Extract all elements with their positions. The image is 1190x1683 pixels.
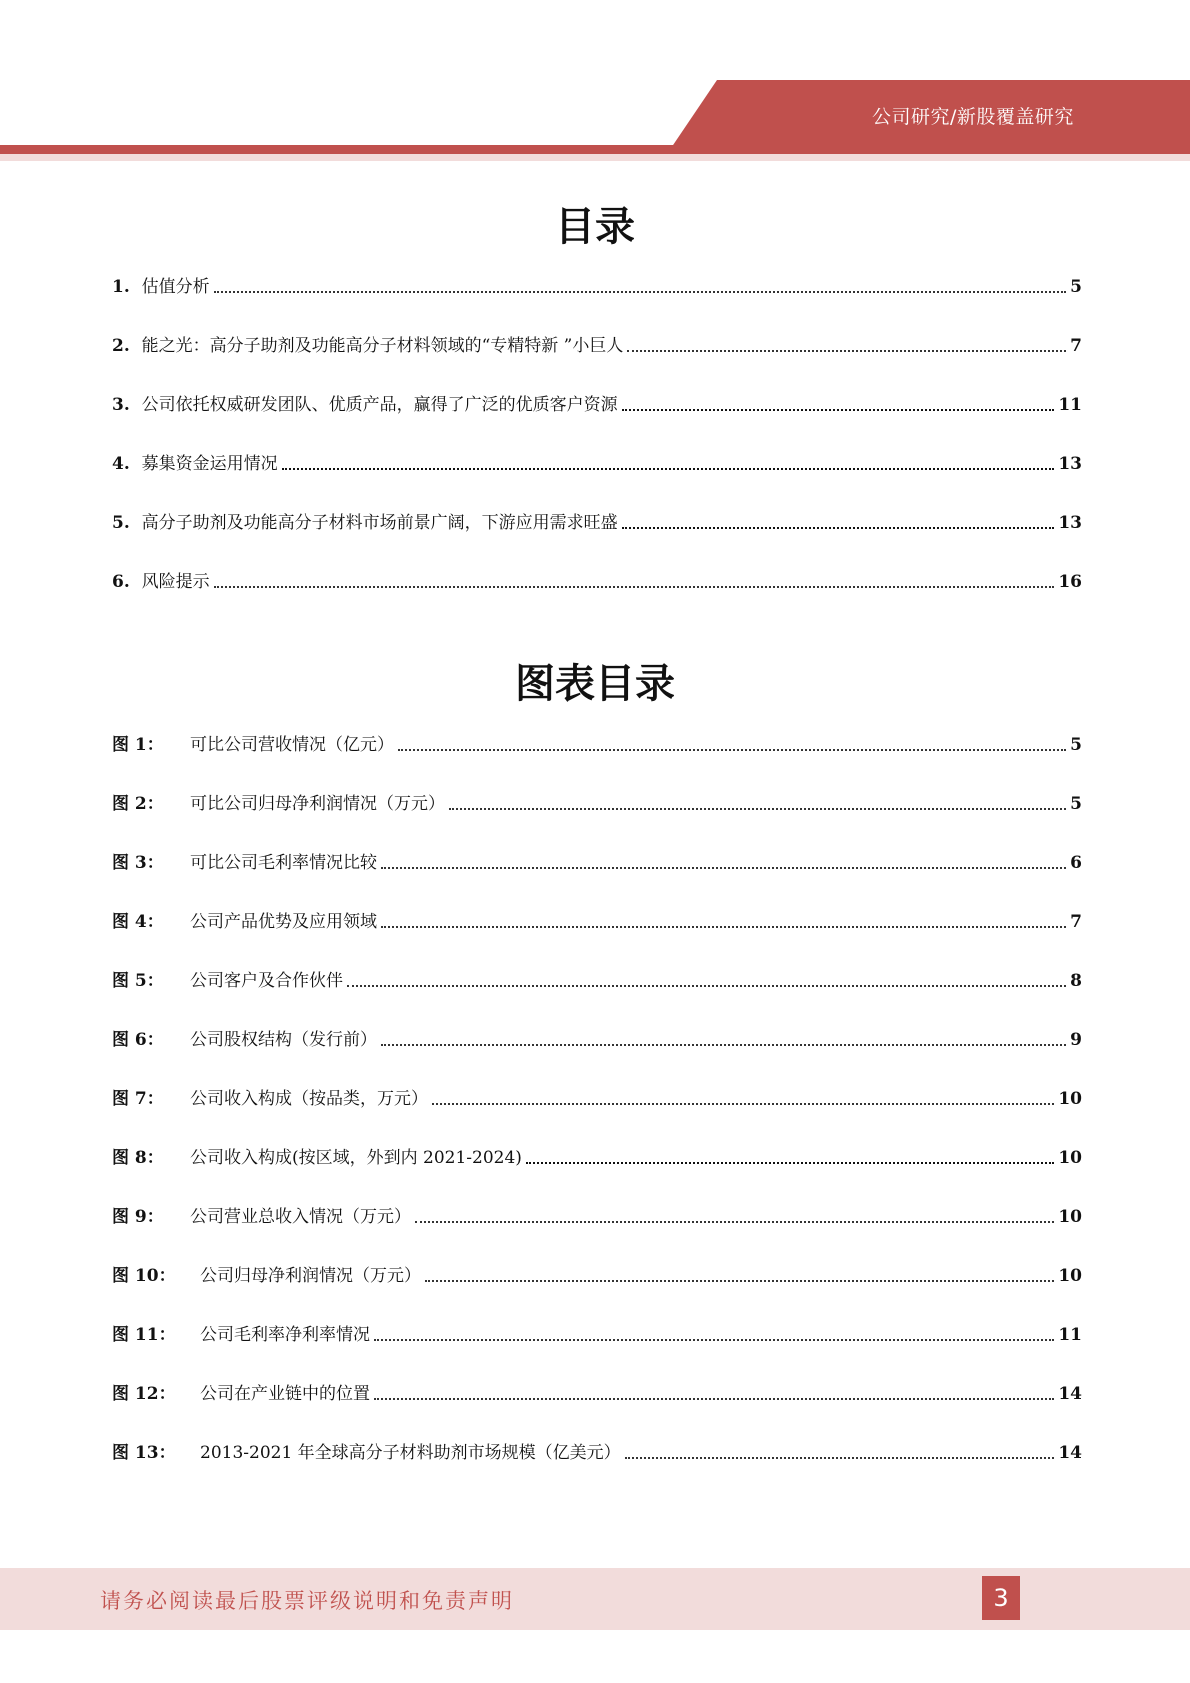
leader-dots — [425, 1280, 1054, 1282]
toc-entry-1[interactable] — [112, 272, 1082, 298]
toc-entry-label: 估值分析 — [141, 277, 210, 297]
figure-list-title: 图表目录 — [515, 661, 675, 707]
figure-entry-number: 图 12： — [112, 1384, 176, 1404]
figure-entry-page: 9 — [1070, 1030, 1082, 1050]
leader-dots — [625, 1457, 1055, 1459]
toc-entry-label: 公司依托权威研发团队、优质产品，赢得了广泛的优质客户资源 — [141, 395, 618, 415]
figure-entry-number: 图 6： — [112, 1030, 164, 1050]
figure-entry-page: 7 — [1070, 912, 1082, 932]
figure-entry-number: 图 4： — [112, 912, 164, 932]
figure-entry-number: 图 8： — [112, 1148, 164, 1168]
figure-entry-page: 14 — [1058, 1384, 1082, 1404]
figure-entry-page: 5 — [1070, 735, 1082, 755]
figure-entry-label: 公司客户及合作伙伴 — [190, 971, 343, 991]
toc-entry-page: 13 — [1058, 454, 1082, 474]
leader-dots — [449, 808, 1066, 810]
toc-entry-5[interactable] — [112, 508, 1082, 534]
figure-entry-number: 图 1： — [112, 735, 164, 755]
leader-dots — [282, 468, 1055, 470]
figure-entry-page: 10 — [1058, 1089, 1082, 1109]
toc-entry-label: 高分子助剂及功能高分子材料市场前景广阔，下游应用需求旺盛 — [141, 513, 618, 533]
toc-entry-label: 风险提示 — [141, 572, 210, 592]
leader-dots — [526, 1162, 1054, 1164]
figure-entry-number: 图 7： — [112, 1089, 164, 1109]
figure-entry-label: 公司营业总收入情况（万元） — [190, 1207, 411, 1227]
leader-dots — [214, 291, 1067, 293]
figure-entry-11[interactable] — [112, 1320, 1082, 1346]
leader-dots — [381, 867, 1066, 869]
figure-entry-page: 8 — [1070, 971, 1082, 991]
figure-entry-number: 图 9： — [112, 1207, 164, 1227]
toc-entry-2[interactable] — [112, 331, 1082, 357]
figure-entry-page: 5 — [1070, 794, 1082, 814]
toc-entry-page: 5 — [1070, 277, 1082, 297]
figure-entry-6[interactable] — [112, 1025, 1082, 1051]
figure-entry-label: 可比公司营收情况（亿元） — [190, 735, 394, 755]
toc-entry-page: 16 — [1058, 572, 1082, 592]
figure-entry-number: 图 3： — [112, 853, 164, 873]
toc-title: 目录 — [555, 204, 635, 250]
leader-dots — [398, 749, 1066, 751]
figure-entry-page: 6 — [1070, 853, 1082, 873]
toc-entry-label: 能之光：高分子助剂及功能高分子材料领域的“专精特新 ”小巨人 — [141, 336, 624, 356]
toc-entry-page: 11 — [1058, 395, 1082, 415]
figure-entry-2[interactable] — [112, 789, 1082, 815]
figure-entry-9[interactable] — [112, 1202, 1082, 1228]
toc-entry-number: 5. — [112, 513, 142, 533]
toc-entry-page: 13 — [1058, 513, 1082, 533]
toc-entry-3[interactable] — [112, 390, 1082, 416]
figure-entry-label: 可比公司归母净利润情况（万元） — [190, 794, 445, 814]
leader-dots — [381, 1044, 1066, 1046]
figure-entry-label: 公司收入构成(按区域，外到内 2021-2024) — [190, 1148, 522, 1168]
toc-entry-4[interactable] — [112, 449, 1082, 475]
figure-entry-5[interactable] — [112, 966, 1082, 992]
leader-dots — [627, 350, 1066, 352]
leader-dots — [214, 586, 1055, 588]
leader-dots — [622, 409, 1055, 411]
figure-entry-label: 公司产品优势及应用领域 — [190, 912, 377, 932]
page-number: 3 — [982, 1576, 1020, 1620]
toc-entry-6[interactable] — [112, 567, 1082, 593]
toc-entry-label: 募集资金运用情况 — [141, 454, 278, 474]
figure-entry-label: 公司归母净利润情况（万元） — [200, 1266, 421, 1286]
disclaimer-link[interactable]: 请务必阅读最后股票评级说明和免责声明 — [100, 1589, 514, 1613]
leader-dots — [374, 1339, 1054, 1341]
leader-dots — [347, 985, 1066, 987]
figure-entry-8[interactable] — [112, 1143, 1082, 1169]
figure-entry-label: 2013-2021 年全球高分子材料助剂市场规模（亿美元） — [200, 1443, 621, 1463]
figure-entry-3[interactable] — [112, 848, 1082, 874]
figure-entry-1[interactable] — [112, 730, 1082, 756]
header-rule-light — [0, 154, 1190, 161]
figure-entry-page: 11 — [1058, 1325, 1082, 1345]
figure-entry-number: 图 13： — [112, 1443, 176, 1463]
leader-dots — [415, 1221, 1054, 1223]
figure-entry-label: 公司收入构成（按品类，万元） — [190, 1089, 428, 1109]
leader-dots — [374, 1398, 1054, 1400]
figure-entry-number: 图 10： — [112, 1266, 176, 1286]
figure-entry-4[interactable] — [112, 907, 1082, 933]
figure-entry-page: 10 — [1058, 1148, 1082, 1168]
figure-entry-label: 公司股权结构（发行前） — [190, 1030, 377, 1050]
toc-entry-number: 3. — [112, 395, 142, 415]
toc-entry-number: 4. — [112, 454, 142, 474]
toc-entry-page: 7 — [1070, 336, 1082, 356]
figure-entry-number: 图 2： — [112, 794, 164, 814]
report-category: 公司研究/新股覆盖研究 — [872, 106, 1074, 128]
leader-dots — [381, 926, 1066, 928]
figure-entry-page: 10 — [1058, 1266, 1082, 1286]
figure-entry-label: 可比公司毛利率情况比较 — [190, 853, 377, 873]
figure-entry-12[interactable] — [112, 1379, 1082, 1405]
toc-entry-number: 6. — [112, 572, 142, 592]
figure-entry-13[interactable] — [112, 1438, 1082, 1464]
toc-entry-number: 2. — [112, 336, 142, 356]
figure-entry-7[interactable] — [112, 1084, 1082, 1110]
toc-entry-number: 1. — [112, 277, 142, 297]
figure-entry-number: 图 5： — [112, 971, 164, 991]
figure-entry-label: 公司在产业链中的位置 — [200, 1384, 370, 1404]
figure-entry-label: 公司毛利率净利率情况 — [200, 1325, 370, 1345]
leader-dots — [432, 1103, 1054, 1105]
figure-entry-page: 10 — [1058, 1207, 1082, 1227]
figure-entry-page: 14 — [1058, 1443, 1082, 1463]
leader-dots — [622, 527, 1055, 529]
figure-entry-number: 图 11： — [112, 1325, 176, 1345]
figure-entry-10[interactable] — [112, 1261, 1082, 1287]
